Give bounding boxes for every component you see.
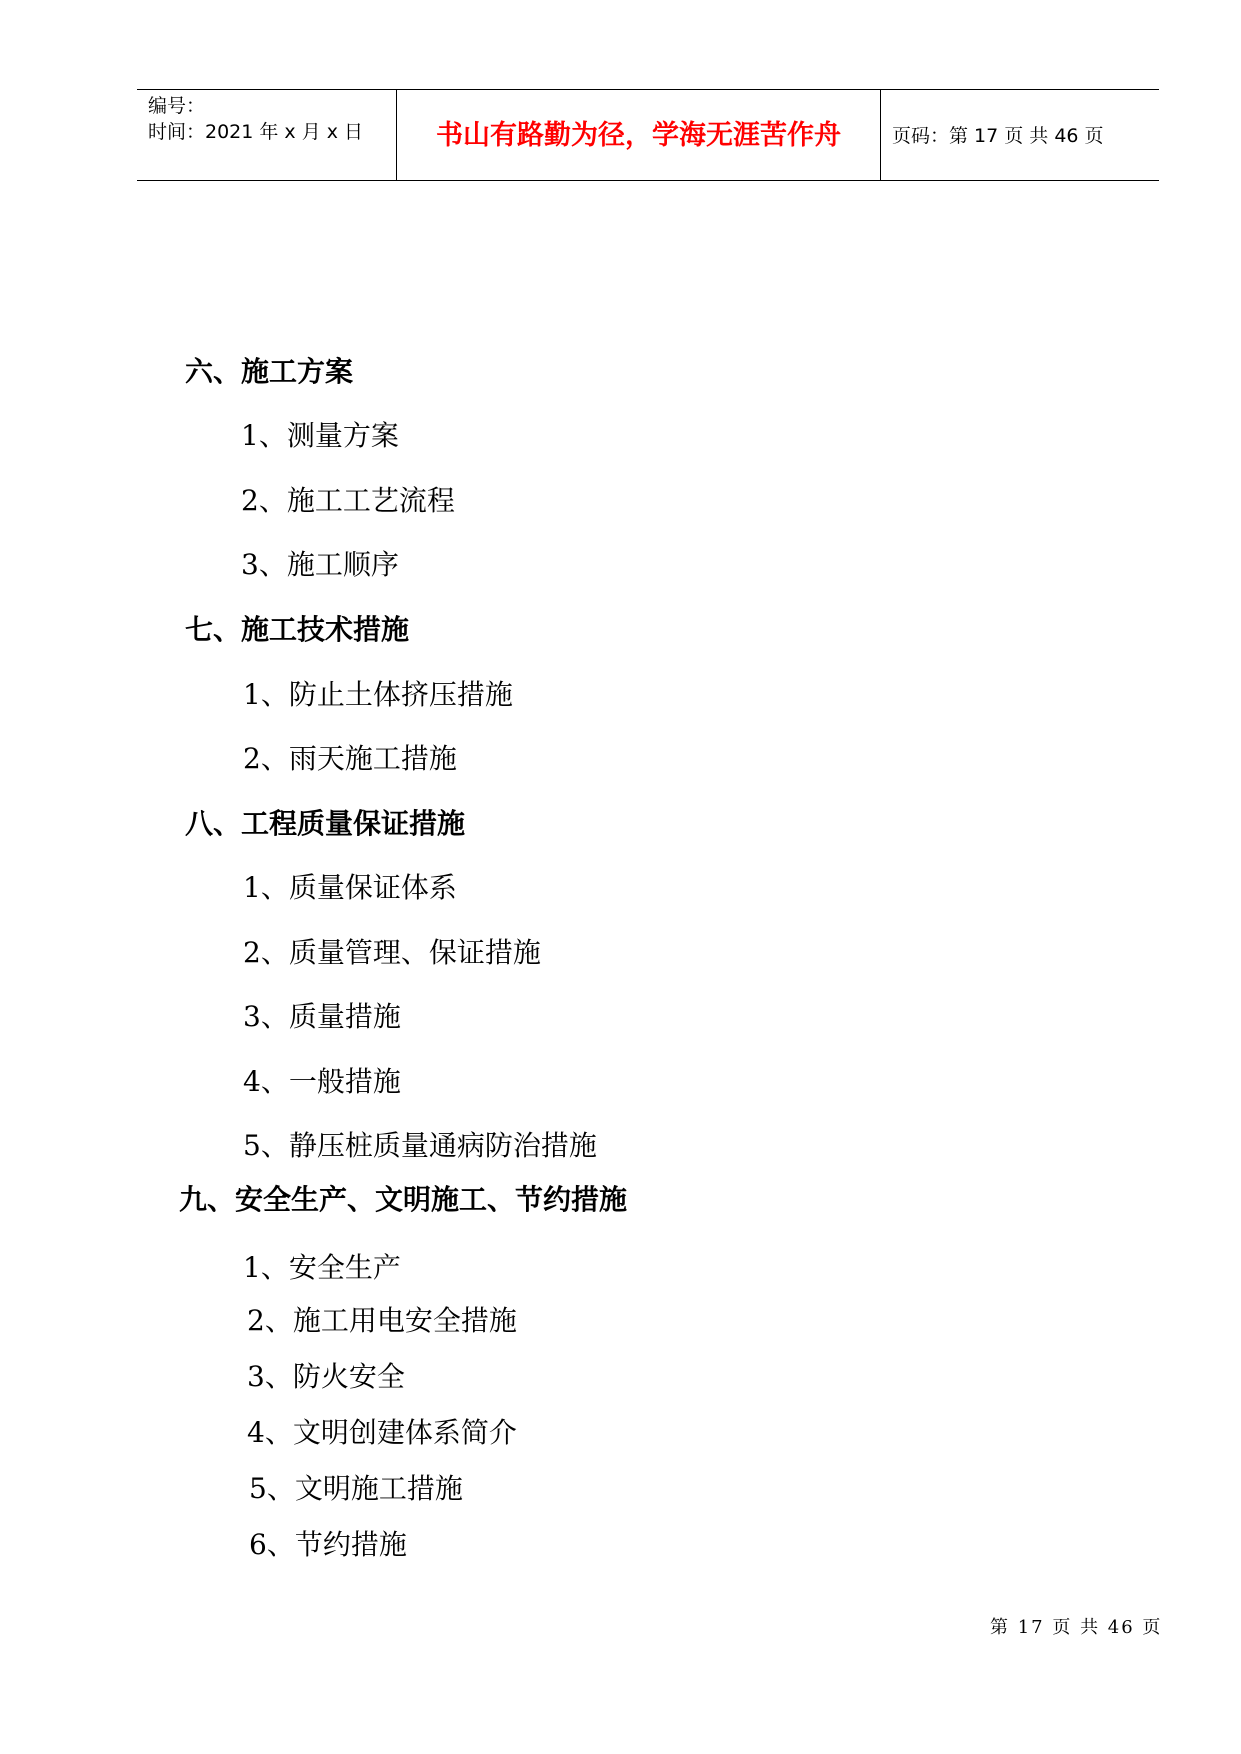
document-number-label: 编号： [148,95,206,117]
toc-item: 6、节约措施 [249,1528,407,1561]
toc-item: 2、施工工艺流程 [241,484,455,517]
toc-item: 3、防火安全 [247,1360,405,1393]
toc-item: 1、质量保证体系 [243,871,457,904]
toc-item: 4、文明创建体系简介 [247,1416,517,1449]
toc-item: 2、施工用电安全措施 [247,1304,517,1337]
toc-section-heading: 六、施工方案 [185,355,354,388]
toc-item: 3、施工顺序 [241,548,399,581]
header-motto: 书山有路勤为径，学海无涯苦作舟 [436,120,841,151]
toc-item: 1、防止土体挤压措施 [243,678,513,711]
toc-item: 2、质量管理、保证措施 [243,936,541,969]
toc-item: 5、静压桩质量通病防治措施 [243,1129,597,1162]
page-footer: 第 17 页 共 46 页 [990,1617,1163,1638]
toc-item: 2、雨天施工措施 [243,742,457,775]
header-info-cell [137,90,397,180]
toc-item: 1、安全生产 [243,1251,401,1284]
toc-section-heading: 八、工程质量保证措施 [185,807,466,840]
toc-item: 4、一般措施 [243,1065,401,1098]
toc-section-heading: 九、安全生产、文明施工、节约措施 [179,1183,628,1216]
toc-section-heading: 七、施工技术措施 [185,613,410,646]
document-header [137,89,1159,181]
toc-item: 1、测量方案 [241,419,399,452]
document-date-label: 时间：2021 年 x 月 x 日 [148,121,364,143]
toc-item: 5、文明施工措施 [249,1472,463,1505]
header-page-number: 页码：第 17 页 共 46 页 [892,125,1104,147]
toc-item: 3、质量措施 [243,1000,401,1033]
header-page-cell [881,90,1159,180]
header-motto-cell [397,90,881,180]
